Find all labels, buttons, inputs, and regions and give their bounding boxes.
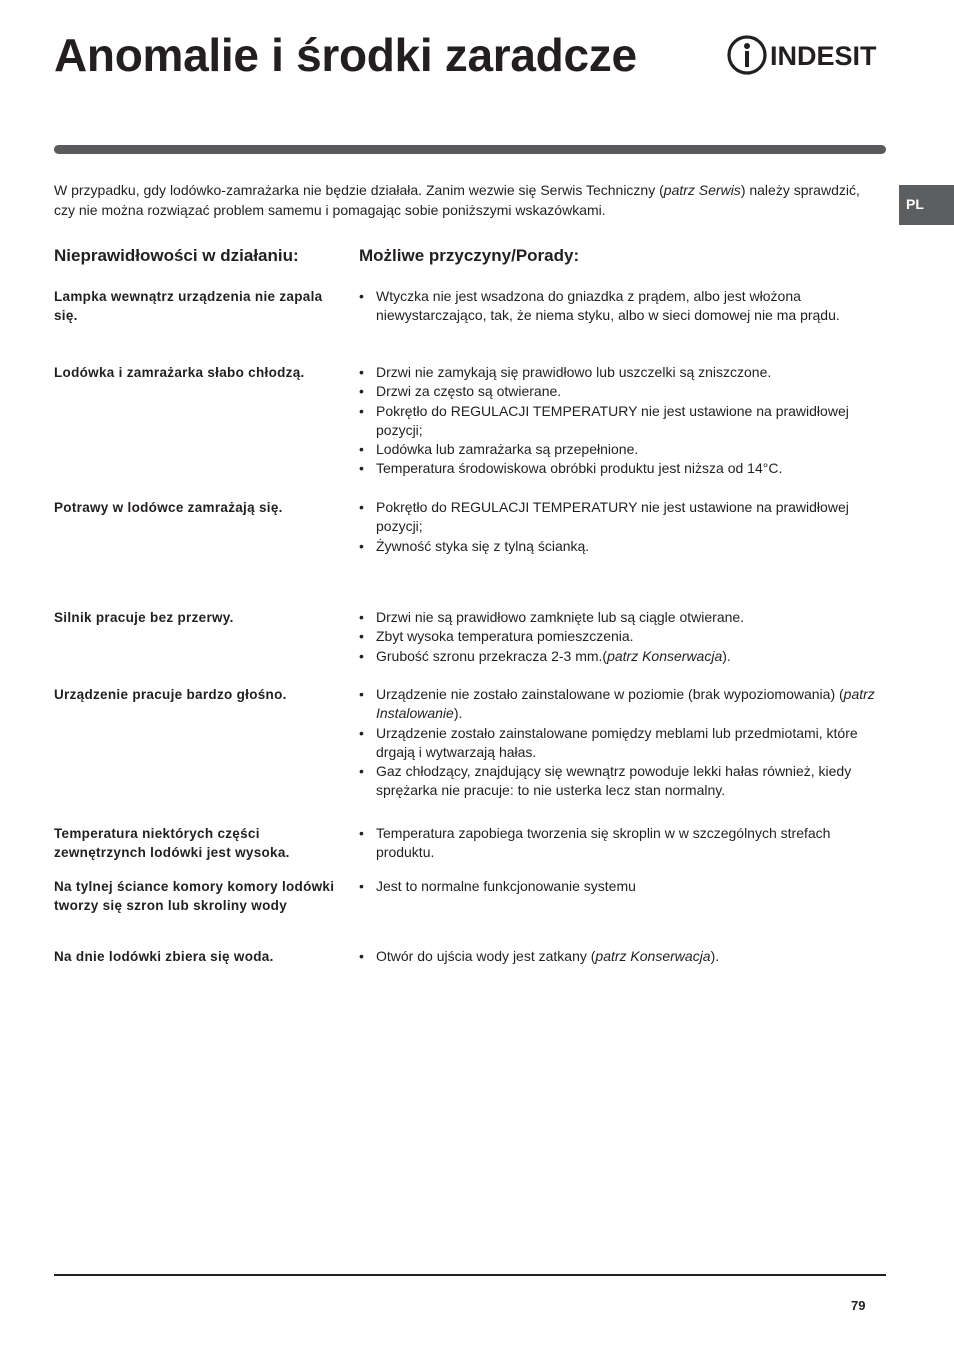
cause-item <box>359 402 887 441</box>
cause-text: Urządzenie zostało zainstalowane pomiędzy meblami lub przedmiotami, które drgają i wytwarzają hałas. <box>376 724 858 760</box>
cause-item <box>359 685 887 724</box>
cause-text: Gaz chłodzący, znajdujący się wewnątrz powoduje lekki hałas również, kiedy sprężarka nie pracuje: to nie usterka lecz stan normalny. <box>376 763 852 799</box>
cause-item <box>359 440 887 459</box>
cause-text: Drzwi nie są prawidłowo zamknięte lub są ciągle otwierane. <box>376 609 745 625</box>
cause-text: Zbyt wysoka temperatura pomieszczenia. <box>376 628 634 645</box>
intro-reference: patrz Serwis <box>663 182 741 198</box>
cause-list <box>359 877 887 896</box>
symptom-text: Na dnie lodówki zbiera się woda. <box>54 949 274 964</box>
cause-text: Pokrętło do REGULACJI TEMPERATURY nie jest ustawione na prawidłowej pozycji; <box>376 402 849 438</box>
cause-text-end: ). <box>722 647 731 664</box>
cause-item <box>359 647 887 666</box>
cause-item <box>359 947 887 966</box>
symptom-text: Lodówka i zamrażarka słabo chłodzą. <box>54 365 305 380</box>
symptom-text: Potrawy w lodówce zamrażają się. <box>54 500 283 515</box>
cause-item <box>359 363 887 382</box>
cause-text: Lodówka lub zamrażarka są przepełnione. <box>376 441 639 458</box>
cause-text: Wtyczka nie jest wsadzona do gniazdka z prądem, albo jest włożona niewystarczająco, tak, że niema styku, albo w sieci domowej nie ma prądu. <box>376 288 840 324</box>
cause-reference: patrz Konserwacja <box>607 647 723 664</box>
language-tab: PL <box>899 185 954 225</box>
cause-item <box>359 724 887 763</box>
cause-item <box>359 608 887 627</box>
cause-list <box>359 363 887 479</box>
cause-text: Urządzenie nie zostało zainstalowane w poziomie (brak wypoziomowania) ( <box>376 686 844 702</box>
symptom-text: Temperatura niektórych części zewnętrzynch lodówki jest wysoka. <box>54 826 290 860</box>
cause-item <box>359 877 887 896</box>
cause-text-end: ). <box>710 948 720 964</box>
cause-item <box>359 762 887 801</box>
cause-text: Pokrętło do REGULACJI TEMPERATURY nie jest ustawione na prawidłowej pozycji; <box>376 499 849 535</box>
top-divider <box>54 145 886 154</box>
cause-list <box>359 824 887 863</box>
cause-item <box>359 498 887 537</box>
cause-item <box>359 459 887 478</box>
cause-item <box>359 287 887 326</box>
cause-reference: patrz Instalowanie <box>376 686 875 722</box>
cause-item <box>359 824 887 863</box>
cause-list <box>359 685 887 801</box>
indesit-logo <box>726 34 886 76</box>
symptom-text: Lampka wewnątrz urządzenia nie zapala się. <box>54 289 323 323</box>
cause-text: Żywność styka się z tylną ścianką. <box>376 537 590 554</box>
intro-paragraph <box>54 180 879 220</box>
cause-text: Drzwi za często są otwierane. <box>376 383 562 400</box>
intro-text-end: ) należy sprawdzić, czy nie można rozwiązać problem samemu i pomagając sobie poniższymi wskazówkami. <box>54 182 860 218</box>
cause-reference: patrz Konserwacja <box>595 948 711 964</box>
cause-text-end: ). <box>453 705 463 722</box>
page-number: 79 <box>851 1298 866 1313</box>
cause-list <box>359 498 887 556</box>
symptom-text: Silnik pracuje bez przerwy. <box>54 610 234 625</box>
cause-item <box>359 537 887 556</box>
cause-list <box>359 608 887 666</box>
page-title: Anomalie i środki zaradcze <box>54 29 637 81</box>
cause-text: Otwór do ujścia wody jest zatkany ( <box>376 948 596 964</box>
cause-list <box>359 947 887 966</box>
intro-text: W przypadku, gdy lodówko-zamrażarka nie będzie działała. Zanim wezwie się Serwis Techniczny ( <box>54 182 664 198</box>
cause-text: Drzwi nie zamykają się prawidłowo lub uszczelki są zniszczone. <box>376 364 772 380</box>
svg-text:INDESIT: INDESIT <box>770 41 877 71</box>
cause-text: Jest to normalne funkcjonowanie systemu <box>376 878 636 894</box>
cause-item <box>359 382 887 401</box>
cause-text: Temperatura środowiskowa obróbki produktu jest niższa od 14°C. <box>376 460 783 477</box>
bottom-divider <box>54 1274 886 1276</box>
cause-list <box>359 287 887 326</box>
symptom-text: Na tylnej ściance komory komory lodówki tworzy się szron lub skroliny wody <box>54 879 335 913</box>
symptoms-heading: Nieprawidłowości w działaniu: <box>54 246 299 265</box>
causes-heading: Możliwe przyczyny/Porady: <box>359 246 580 265</box>
cause-text: Temperatura zapobiega tworzenia się skroplin w w szczególnych strefach produktu. <box>376 825 831 861</box>
cause-item <box>359 627 887 646</box>
symptom-text: Urządzenie pracuje bardzo głośno. <box>54 687 287 702</box>
cause-text: Grubość szronu przekracza 2-3 mm.( <box>376 647 608 664</box>
